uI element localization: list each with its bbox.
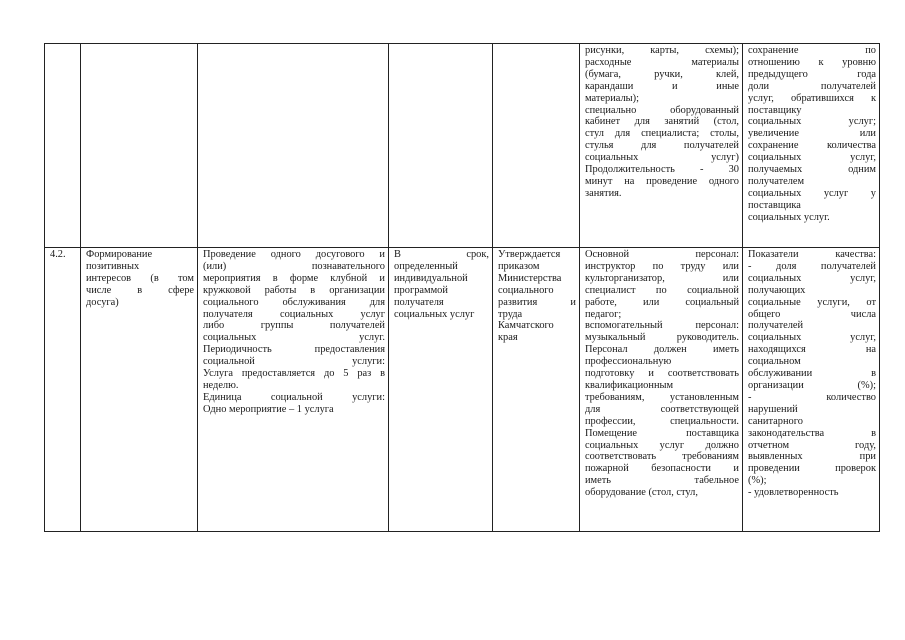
cell-service-tariff	[493, 248, 580, 532]
text-line: социальной услуги:	[203, 356, 385, 368]
text-line: кружковой работы в организации	[203, 284, 385, 296]
text-line: общего числа	[748, 308, 876, 320]
text-line: (или) познавательного	[203, 260, 385, 272]
text-line: развития и	[498, 296, 576, 308]
text-line: специалист по социальной	[585, 284, 739, 296]
cell-name-empty	[81, 44, 198, 248]
text-line: отчетном году,	[748, 439, 876, 451]
text-line: получающих	[748, 284, 806, 296]
text-line: приказом	[498, 260, 540, 272]
text-line: социального обслуживания для	[203, 296, 385, 308]
cell-service-conditions	[580, 248, 743, 532]
text-line: получателей	[748, 320, 804, 332]
text-line: - количество	[748, 391, 876, 403]
text-line: специально оборудованный	[585, 104, 739, 116]
text-line: организации (%);	[748, 379, 876, 391]
text-line: профессиональную	[585, 356, 672, 368]
text-line: обслуживании в	[748, 368, 876, 380]
text-line: нарушений	[748, 403, 798, 415]
text-line: мероприятия в форме клубной и	[203, 272, 385, 284]
cell-conditions-continued	[580, 44, 743, 248]
cell-service-term	[389, 248, 493, 532]
text-line: социальном	[748, 356, 801, 368]
text-line: сохранение по	[748, 45, 876, 56]
text-line: Одно мероприятие – 1 услуга	[203, 403, 334, 415]
text-line: (бумага, ручки, клей,	[585, 68, 739, 80]
text-line: оборудование (стол, стул,	[585, 487, 698, 499]
text-line: социальных услуг должно	[585, 439, 739, 451]
text-line: работе, или социальный	[585, 296, 739, 308]
text-line: увеличение или	[748, 128, 876, 140]
text-line: социальных услуг,	[748, 152, 876, 164]
cell-number-empty	[45, 44, 81, 248]
cell-term-empty	[389, 44, 493, 248]
text-line: пожарной безопасности и	[585, 463, 739, 475]
text-line: для соответствующей	[585, 403, 739, 415]
text-line: подготовку и соответствовать	[585, 368, 739, 380]
text-line: Продолжительность - 30	[585, 164, 739, 176]
cell-description-empty	[198, 44, 389, 248]
text-line: социальных услуг)	[585, 152, 739, 164]
text-line: кабинет для занятий (стол,	[585, 116, 739, 128]
text-line: социальных услуг	[394, 308, 475, 320]
text-line: поставщика	[748, 199, 801, 211]
cell-quality-indicators	[743, 248, 880, 532]
text-line: определенный	[394, 260, 458, 272]
text-line: Министерства	[498, 272, 562, 284]
text-line: социальные услуги, от	[748, 296, 876, 308]
text-line: материалы);	[585, 92, 639, 104]
cell-tariff-empty	[493, 44, 580, 248]
text-line: сохранение количества	[748, 140, 876, 152]
text-line: - доля получателей	[748, 260, 876, 272]
text-line: выявленных при	[748, 451, 876, 463]
text-line: стулья для получателей	[585, 140, 739, 152]
row-number: 4.2.	[50, 249, 66, 260]
text-line: рисунки, карты, схемы);	[585, 45, 739, 56]
text-line: иметь табельное	[585, 475, 739, 487]
text-line: получателем	[748, 175, 805, 187]
text-line: педагог;	[585, 308, 622, 320]
table-row-4-2	[45, 248, 880, 532]
cell-number	[45, 248, 81, 532]
text-line: Персонал должен иметь	[585, 344, 739, 356]
text-line: расходные материалы	[585, 56, 739, 68]
text-line: поставщику	[748, 104, 802, 116]
text-line: карандаши и иные	[585, 80, 739, 92]
text-line: вспомогательный персонал:	[585, 320, 739, 332]
text-line: получателя социальных услуг	[203, 308, 385, 320]
text-line: стул для специалиста; столы,	[585, 128, 739, 140]
text-line: требованиям, установленным	[585, 391, 739, 403]
text-line: социальных услуг.	[203, 332, 385, 344]
text-line: Проведение одного досугового и	[203, 249, 385, 260]
text-line: программой	[394, 284, 448, 296]
text-line: доли получателей	[748, 80, 876, 92]
text-line: социальных услуг.	[748, 211, 830, 223]
text-line: занятия.	[585, 187, 622, 199]
services-table	[44, 43, 880, 532]
text-line: - удовлетворенность	[748, 487, 839, 499]
text-line: отношению к уровню	[748, 56, 876, 68]
text-line: Единица социальной услуги:	[203, 391, 385, 403]
text-line: квалификационным	[585, 379, 674, 391]
text-line: санитарного	[748, 415, 803, 427]
cell-indicators-continued	[743, 44, 880, 248]
text-line: числе в сфере	[86, 284, 194, 296]
text-line: Периодичность предоставления	[203, 344, 385, 356]
text-line: Основной персонал:	[585, 249, 739, 260]
text-line: находящихся на	[748, 344, 876, 356]
text-line: Камчатского	[498, 320, 554, 332]
text-line: музыкальный руководитель.	[585, 332, 739, 344]
text-line: социальных услуг;	[748, 116, 876, 128]
text-line: услуг, обратившихся к	[748, 92, 876, 104]
text-line: досуга)	[86, 296, 119, 308]
text-line: позитивных	[86, 260, 140, 272]
text-line: Услуга предоставляется до 5 раз в	[203, 368, 385, 380]
text-line: социального	[498, 284, 554, 296]
text-line: (%);	[748, 475, 767, 487]
table-row-continuation	[45, 44, 880, 248]
text-line: Формирование	[86, 249, 153, 260]
text-line: получаемых одним	[748, 164, 876, 176]
text-line: социальных услуг у	[748, 187, 876, 199]
text-line: культорганизатор, или	[585, 272, 739, 284]
text-line: предыдущего года	[748, 68, 876, 80]
text-line: Утверждается	[498, 249, 561, 260]
cell-service-description	[198, 248, 389, 532]
text-line: неделю.	[203, 379, 239, 391]
text-line: инструктор по труду или	[585, 260, 739, 272]
text-line: либо группы получателей	[203, 320, 385, 332]
text-line: интересов (в том	[86, 272, 194, 284]
text-line: В срок,	[394, 249, 489, 260]
text-line: края	[498, 332, 518, 344]
text-line: профессии, специальности.	[585, 415, 739, 427]
text-line: минут на проведение одного	[585, 175, 739, 187]
text-line: Показатели качества:	[748, 249, 876, 260]
text-line: соответствовать требованиям	[585, 451, 739, 463]
cell-service-name	[81, 248, 198, 532]
text-line: труда	[498, 308, 523, 320]
text-line: законодательства в	[748, 427, 876, 439]
text-line: проведении проверок	[748, 463, 876, 475]
text-line: индивидуальной	[394, 272, 468, 284]
text-line: Помещение поставщика	[585, 427, 739, 439]
text-line: социальных услуг,	[748, 272, 876, 284]
text-line: социальных услуг,	[748, 332, 876, 344]
text-line: получателя	[394, 296, 444, 308]
